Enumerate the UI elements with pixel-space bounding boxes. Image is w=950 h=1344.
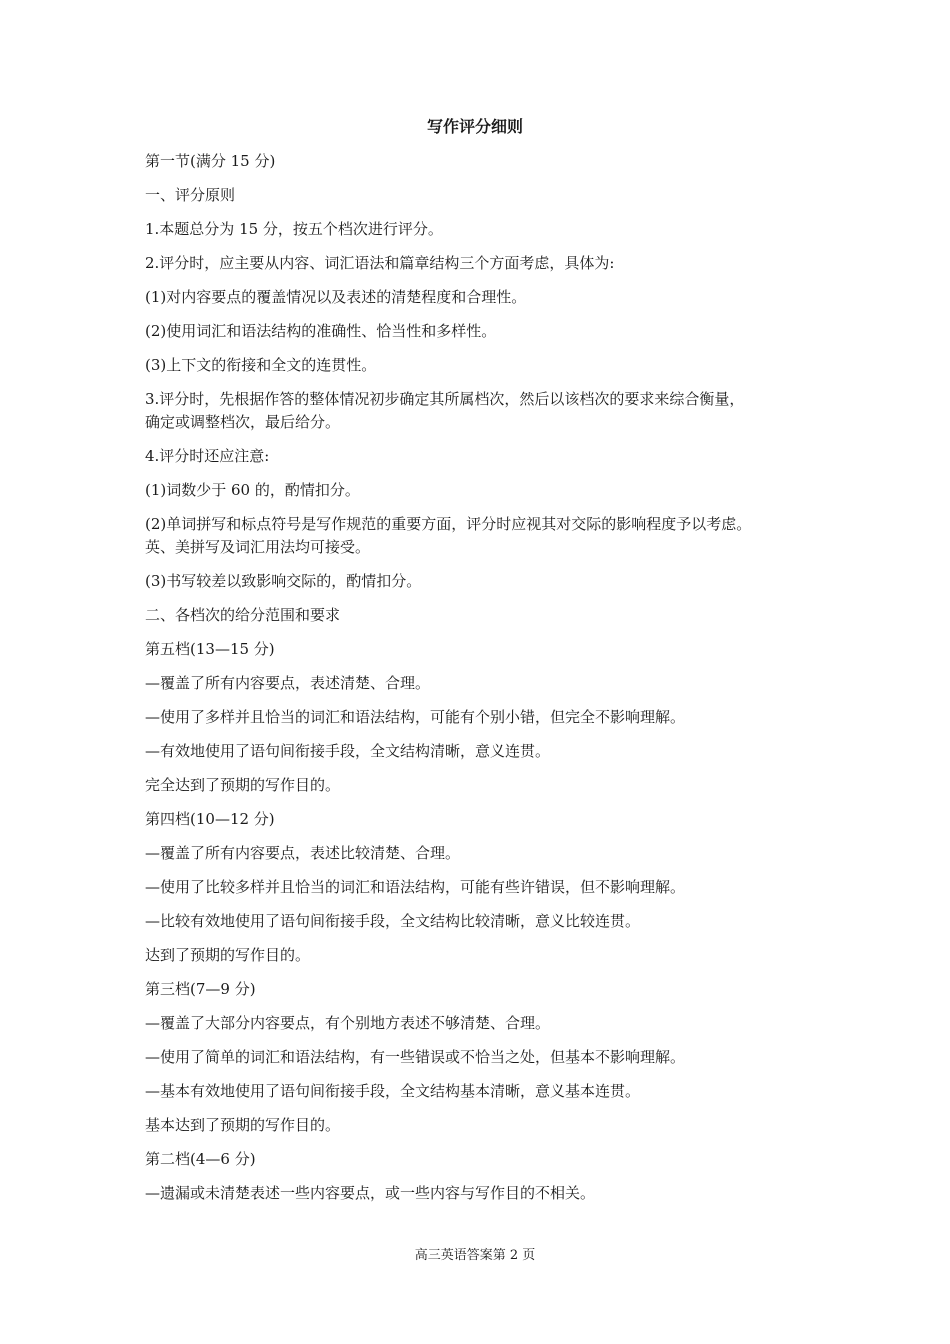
subsection-heading: 二、各档次的给分范围和要求	[145, 606, 341, 624]
rule-item: 2.评分时，应主要从内容、词汇语法和篇章结构三个方面考虑，具体为:	[145, 254, 615, 272]
rule-item: 4.评分时还应注意:	[145, 447, 270, 465]
grade-criterion: —覆盖了所有内容要点，表述比较清楚、合理。	[145, 844, 461, 862]
grade-criterion: —有效地使用了语句间衔接手段，全文结构清晰，意义连贯。	[145, 742, 551, 760]
rule-subitem: (1)对内容要点的覆盖情况以及表述的清楚程度和合理性。	[145, 288, 527, 306]
page-footer: 高三英语答案第 2 页	[414, 1248, 536, 1263]
rule-subitem: (3)上下文的衔接和全文的连贯性。	[145, 356, 377, 374]
rule-item	[145, 388, 815, 434]
rule-subitem: (3)书写较差以致影响交际的，酌情扣分。	[145, 572, 422, 590]
grade-criterion: —覆盖了大部分内容要点，有个别地方表述不够清楚、合理。	[145, 1014, 551, 1032]
document-body	[145, 150, 815, 1216]
grade-summary: 达到了预期的写作目的。	[145, 946, 311, 964]
grade-criterion: —使用了比较多样并且恰当的词汇和语法结构，可能有些许错误，但不影响理解。	[145, 878, 686, 896]
subsection-heading: 一、评分原则	[145, 186, 236, 204]
grade-heading: 第二档(4—6 分)	[145, 1150, 256, 1168]
rule-subitem-line: 英、美拼写及词汇用法均可接受。	[145, 538, 371, 556]
grade-heading: 第四档(10—12 分)	[145, 810, 275, 828]
rule-item-line: 确定或调整档次，最后给分。	[145, 413, 341, 431]
grade-criterion: —使用了简单的词汇和语法结构，有一些错误或不恰当之处，但基本不影响理解。	[145, 1048, 686, 1066]
page-title: 写作评分细则	[426, 117, 523, 136]
rule-subitem: (2)使用词汇和语法结构的准确性、恰当性和多样性。	[145, 322, 497, 340]
rule-item-line: 3.评分时，先根据作答的整体情况初步确定其所属档次，然后以该档次的要求来综合衡量，	[145, 390, 745, 408]
grade-criterion: —基本有效地使用了语句间衔接手段，全文结构基本清晰，意义基本连贯。	[145, 1082, 641, 1100]
grade-criterion: —遗漏或未清楚表述一些内容要点，或一些内容与写作目的不相关。	[145, 1184, 596, 1202]
grade-summary: 完全达到了预期的写作目的。	[145, 776, 341, 794]
grade-criterion: —使用了多样并且恰当的词汇和语法结构，可能有个别小错，但完全不影响理解。	[145, 708, 686, 726]
rule-subitem	[145, 513, 815, 559]
grade-criterion: —比较有效地使用了语句间衔接手段，全文结构比较清晰，意义比较连贯。	[145, 912, 641, 930]
grade-heading: 第三档(7—9 分)	[145, 980, 256, 998]
rule-item: 1.本题总分为 15 分，按五个档次进行评分。	[145, 220, 443, 238]
section-heading: 第一节(满分 15 分)	[145, 152, 276, 170]
grade-summary: 基本达到了预期的写作目的。	[145, 1116, 341, 1134]
rule-subitem-line: (2)单词拼写和标点符号是写作规范的重要方面，评分时应视其对交际的影响程度予以考虑。	[145, 515, 752, 533]
grade-criterion: —覆盖了所有内容要点，表述清楚、合理。	[145, 674, 431, 692]
grade-heading: 第五档(13—15 分)	[145, 640, 275, 658]
rule-subitem: (1)词数少于 60 的，酌情扣分。	[145, 481, 360, 499]
